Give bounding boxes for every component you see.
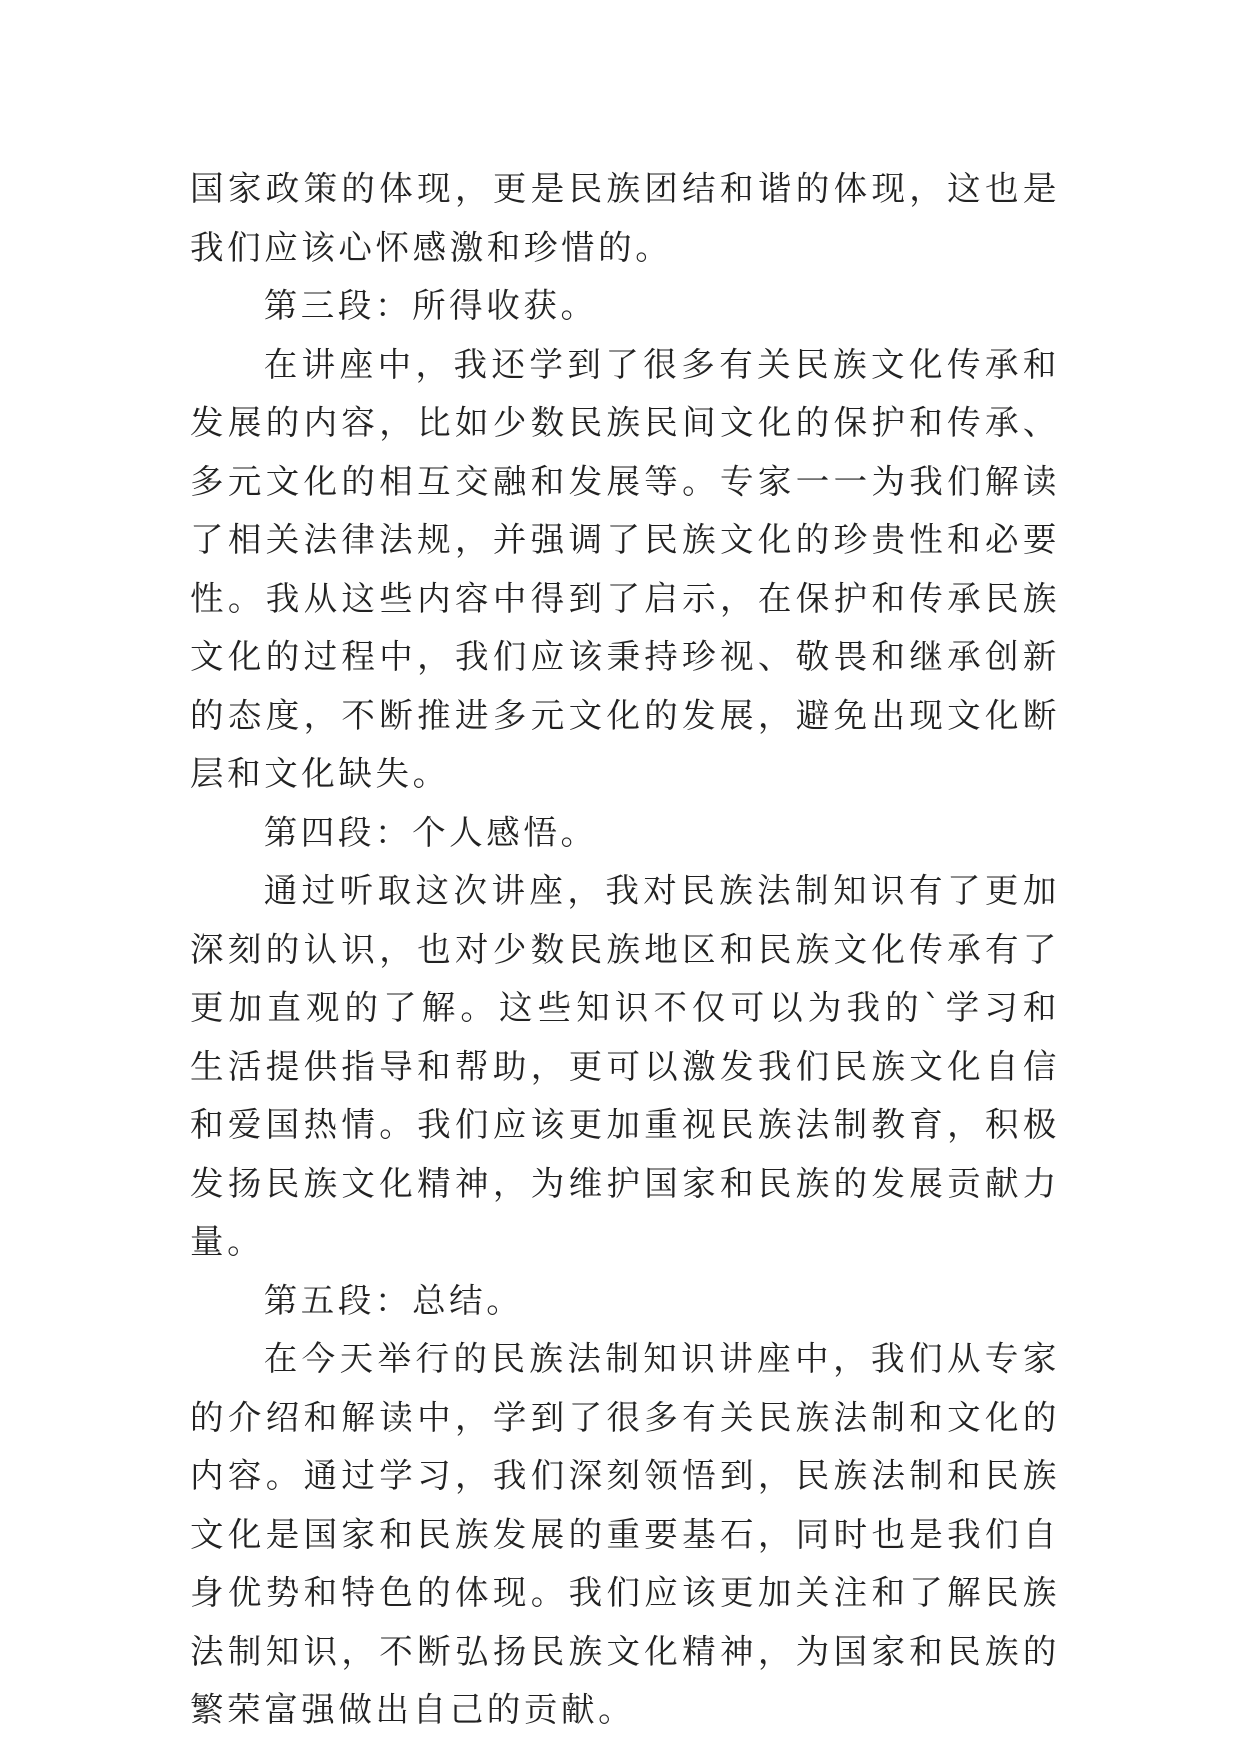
paragraph-gains: 在讲座中，我还学到了很多有关民族文化传承和发展的内容，比如少数民族民间文化的保护和传承、多元文化的相互交融和发展等。专家一一为我们解读了相关法律法规，并强调了民族文化的珍贵性和必要性。我从这些内容中得到了启示，在保护和传承民族文化的过程中，我们应该秉持珍视、敬畏和继承创新的态度，不断推进多元文化的发展，避免出现文化断层和文化缺失。 [190, 344, 1060, 793]
paragraph-summary: 在今天举行的民族法制知识讲座中，我们从专家的介绍和解读中，学到了很多有关民族法制和文化的内容。通过学习，我们深刻领悟到，民族法制和民族文化是国家和民族发展的重要基石，同时也是我们自身优势和特色的体现。我们应该更加关注和了解民族法制知识，不断弘扬民族文化精神，为国家和民族的繁荣富强做出自己的贡献。 [190, 1339, 1060, 1729]
paragraph-continuation: 国家政策的体现，更是民族团结和谐的体现，这也是我们应该心怀感激和珍惜的。 [190, 169, 1060, 267]
paragraph-reflections: 通过听取这次讲座，我对民族法制知识有了更加深刻的认识，也对少数民族地区和民族文化传承有了更加直观的了解。这些知识不仅可以为我的`学习和生活提供指导和帮助，更可以激发我们民族文化自信和爱国热情。我们应该更加重视民族法制教育，积极发扬民族文化精神，为维护国家和民族的发展贡献力量。 [190, 871, 1060, 1261]
section-heading-3: 第三段：所得收获。 [263, 286, 598, 325]
section-heading-4: 第四段：个人感悟。 [263, 812, 598, 852]
section-heading-5: 第五段：总结。 [263, 1280, 524, 1320]
document-body [190, 160, 1060, 1740]
